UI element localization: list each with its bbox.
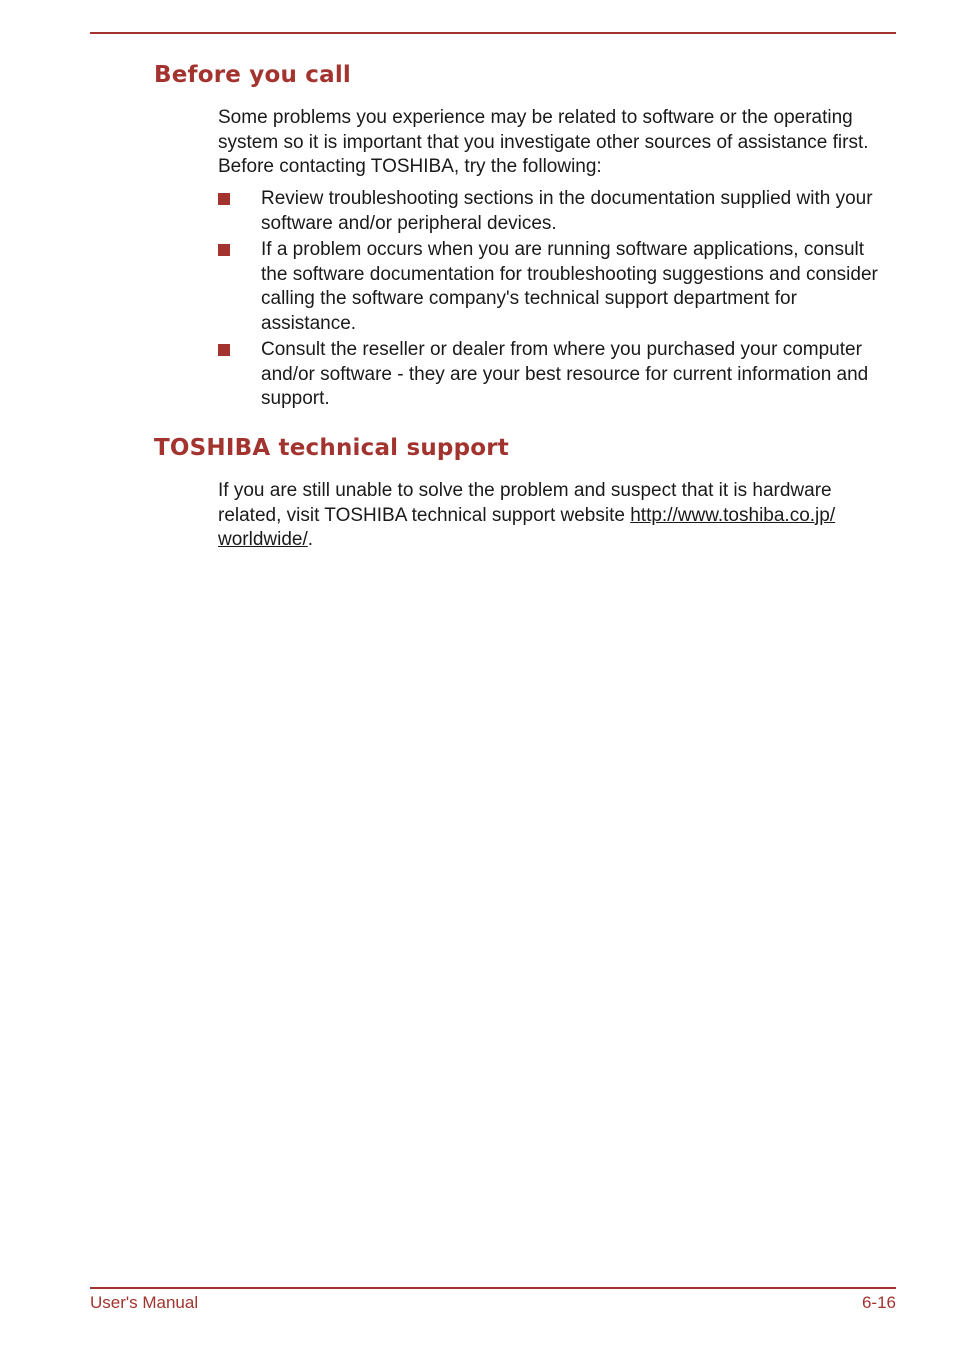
list-item [218,238,878,336]
list-item-text: Review troubleshooting sections in the documentation supplied with your software and/or peripheral devices. [261,188,873,234]
square-bullet-icon [218,193,230,205]
list-item-text: If a problem occurs when you are running software applications, consult the software documentation for troubleshooting suggestions and consider calling the software company's technical support department for assistance. [261,239,878,334]
footer-manual-title: User's Manual [90,1293,199,1312]
list-item [218,187,878,236]
square-bullet-icon [218,244,230,256]
bullet-list [218,187,878,414]
intro-paragraph: Some problems you experience may be related to software or the operating system so it is important that you investigate other sources of assistance first. Before contacting TOSHIBA, try the following: [218,107,869,177]
list-item-text: Consult the reseller or dealer from where you purchased your computer and/or software - they are your best resource for current information and support. [261,339,869,409]
support-paragraph [218,479,888,553]
footer-rule [90,1287,896,1289]
square-bullet-icon [218,344,230,356]
header-rule [90,32,896,34]
section-heading-before-you-call: Before you call [154,62,351,88]
section-heading-technical-support: TOSHIBA technical support [154,435,509,461]
page-number: 6-16 [861,1293,896,1312]
list-item [218,338,878,412]
support-text: If you are still unable to solve the problem and suspect that it is hardware related, visit TOSHIBA technical support website [218,480,832,526]
support-text-end: . [307,529,314,550]
support-website-link[interactable]: http://www.toshiba.co.jp/worldwide/ [218,504,836,550]
